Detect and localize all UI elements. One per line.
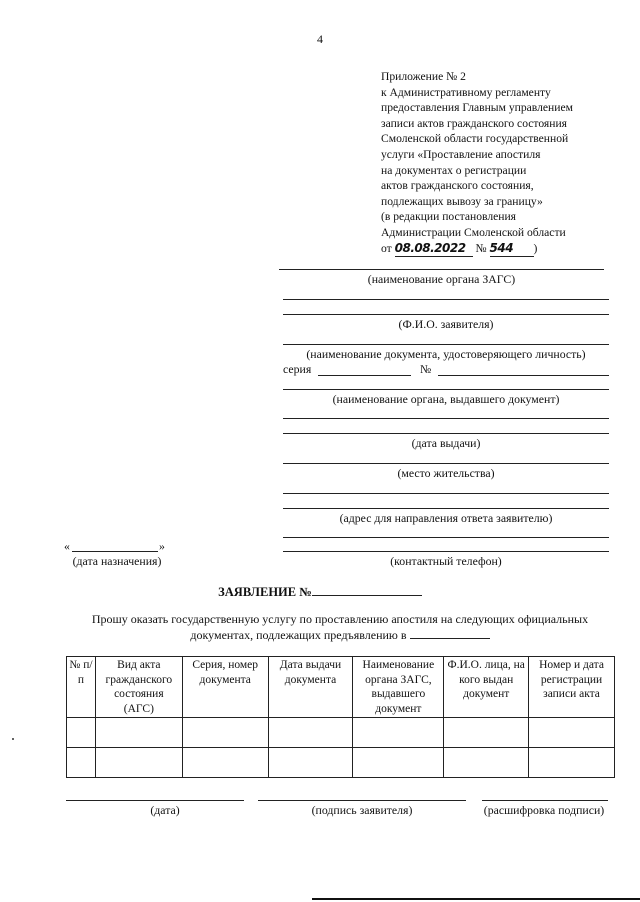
page-number: 4 xyxy=(317,32,323,46)
appendix-line: (в редакции постановления xyxy=(381,210,516,224)
table-cell[interactable] xyxy=(182,718,268,748)
table-cell[interactable] xyxy=(268,718,353,748)
appendix-line: актов гражданского состояния, xyxy=(381,179,534,193)
table-header-cell: Серия, номер документа xyxy=(182,657,268,718)
appoint-date-line xyxy=(72,551,158,552)
sign-date-line xyxy=(66,800,244,801)
appendix-line: записи актов гражданского состояния xyxy=(381,116,567,130)
fio-caption: (Ф.И.О. заявителя) xyxy=(398,317,494,331)
table-header-cell: Номер и дата регистрации записи акта xyxy=(529,657,615,718)
handwritten-date: 08.08.2022 xyxy=(395,241,473,258)
phone-caption: (контактный телефон) xyxy=(390,554,502,568)
doc-field-line xyxy=(283,344,609,345)
table-row xyxy=(67,748,615,778)
address-field-line xyxy=(283,508,609,509)
statement-number-line xyxy=(312,584,422,596)
table-cell[interactable] xyxy=(95,718,182,748)
table-cell[interactable] xyxy=(67,748,96,778)
table-header-cell: № п/п xyxy=(67,657,96,718)
table-row xyxy=(67,718,615,748)
decode-line xyxy=(482,800,608,801)
appendix-line: к Административному регламенту xyxy=(381,85,551,99)
series-label: серия xyxy=(283,362,312,376)
table-cell[interactable] xyxy=(182,748,268,778)
residence-field-line xyxy=(283,463,609,464)
issue-date-caption: (дата выдачи) xyxy=(411,436,481,450)
table-cell[interactable] xyxy=(444,718,529,748)
appendix-line: предоставления Главным управлением xyxy=(381,101,573,115)
phone-field-line xyxy=(283,537,609,538)
issuer-caption: (наименование органа, выдавшего документ) xyxy=(332,392,560,406)
handwritten-number: 544 xyxy=(490,241,534,258)
table-header-cell: Наименование органа ЗАГС, выдавшего документ xyxy=(353,657,444,718)
appendix-line: Приложение № 2 xyxy=(381,70,466,83)
appoint-caption: (дата назначения) xyxy=(72,554,162,568)
table-cell[interactable] xyxy=(353,748,444,778)
phone-field-line xyxy=(283,551,609,552)
address-caption: (адрес для направления ответа заявителю) xyxy=(339,511,553,525)
table-cell[interactable] xyxy=(444,748,529,778)
statement-title: ЗАЯВЛЕНИЕ № xyxy=(0,584,640,600)
request-line: Прошу оказать государственную услугу по проставлению апостиля на следующих официальных xyxy=(91,612,589,626)
signature-caption: (подпись заявителя) xyxy=(311,803,413,817)
signature-line xyxy=(258,800,466,801)
request-text xyxy=(60,611,620,643)
appoint-quote-open: « xyxy=(64,539,70,553)
appendix-line: подлежащих вывозу за границу» xyxy=(381,194,543,208)
table-cell[interactable] xyxy=(67,718,96,748)
scan-edge-line xyxy=(312,898,640,900)
number-label: № xyxy=(420,362,432,376)
zags-field-line xyxy=(279,269,604,270)
request-line: документах, подлежащих предъявлению в xyxy=(60,627,620,643)
issuer-extra-line xyxy=(283,418,609,419)
fio-field-line xyxy=(283,314,609,315)
appoint-quote-close: » xyxy=(159,539,165,553)
appendix-line: услуги «Проставление апостиля xyxy=(381,147,541,161)
table-cell[interactable] xyxy=(268,748,353,778)
residence-caption: (место жительства) xyxy=(397,466,495,480)
destination-field-line xyxy=(410,627,490,639)
appendix-header xyxy=(381,69,631,257)
fio-field-line xyxy=(283,299,609,300)
resolution-date-line: от 08.08.2022 № 544 ) xyxy=(381,241,631,258)
table-cell[interactable] xyxy=(353,718,444,748)
table-header-cell: Ф.И.О. лица, на кого выдан документ xyxy=(444,657,529,718)
table-header-cell: Дата выдачи документа xyxy=(268,657,353,718)
appendix-line: Смоленской области государственной xyxy=(381,132,569,146)
issue-date-field-line xyxy=(283,433,609,434)
zags-caption: (наименование органа ЗАГС) xyxy=(367,272,516,286)
appendix-line: Администрации Смоленской области xyxy=(381,225,566,239)
number-field-line xyxy=(438,375,609,376)
table-cell[interactable] xyxy=(95,748,182,778)
table-cell[interactable] xyxy=(529,748,615,778)
series-field-line xyxy=(318,375,411,376)
sign-date-caption: (дата) xyxy=(150,803,180,817)
doc-caption: (наименование документа, удостоверяющего личность) xyxy=(306,347,586,361)
decode-caption: (расшифровка подписи) xyxy=(483,803,605,817)
address-field-line xyxy=(283,493,609,494)
documents-table xyxy=(66,656,615,778)
scan-speck xyxy=(12,738,14,740)
table-header-row xyxy=(67,657,615,718)
issuer-field-line xyxy=(283,389,609,390)
appendix-line: на документах о регистрации xyxy=(381,163,527,177)
table-header-cell: Вид акта гражданского состояния (АГС) xyxy=(95,657,182,718)
table-cell[interactable] xyxy=(529,718,615,748)
